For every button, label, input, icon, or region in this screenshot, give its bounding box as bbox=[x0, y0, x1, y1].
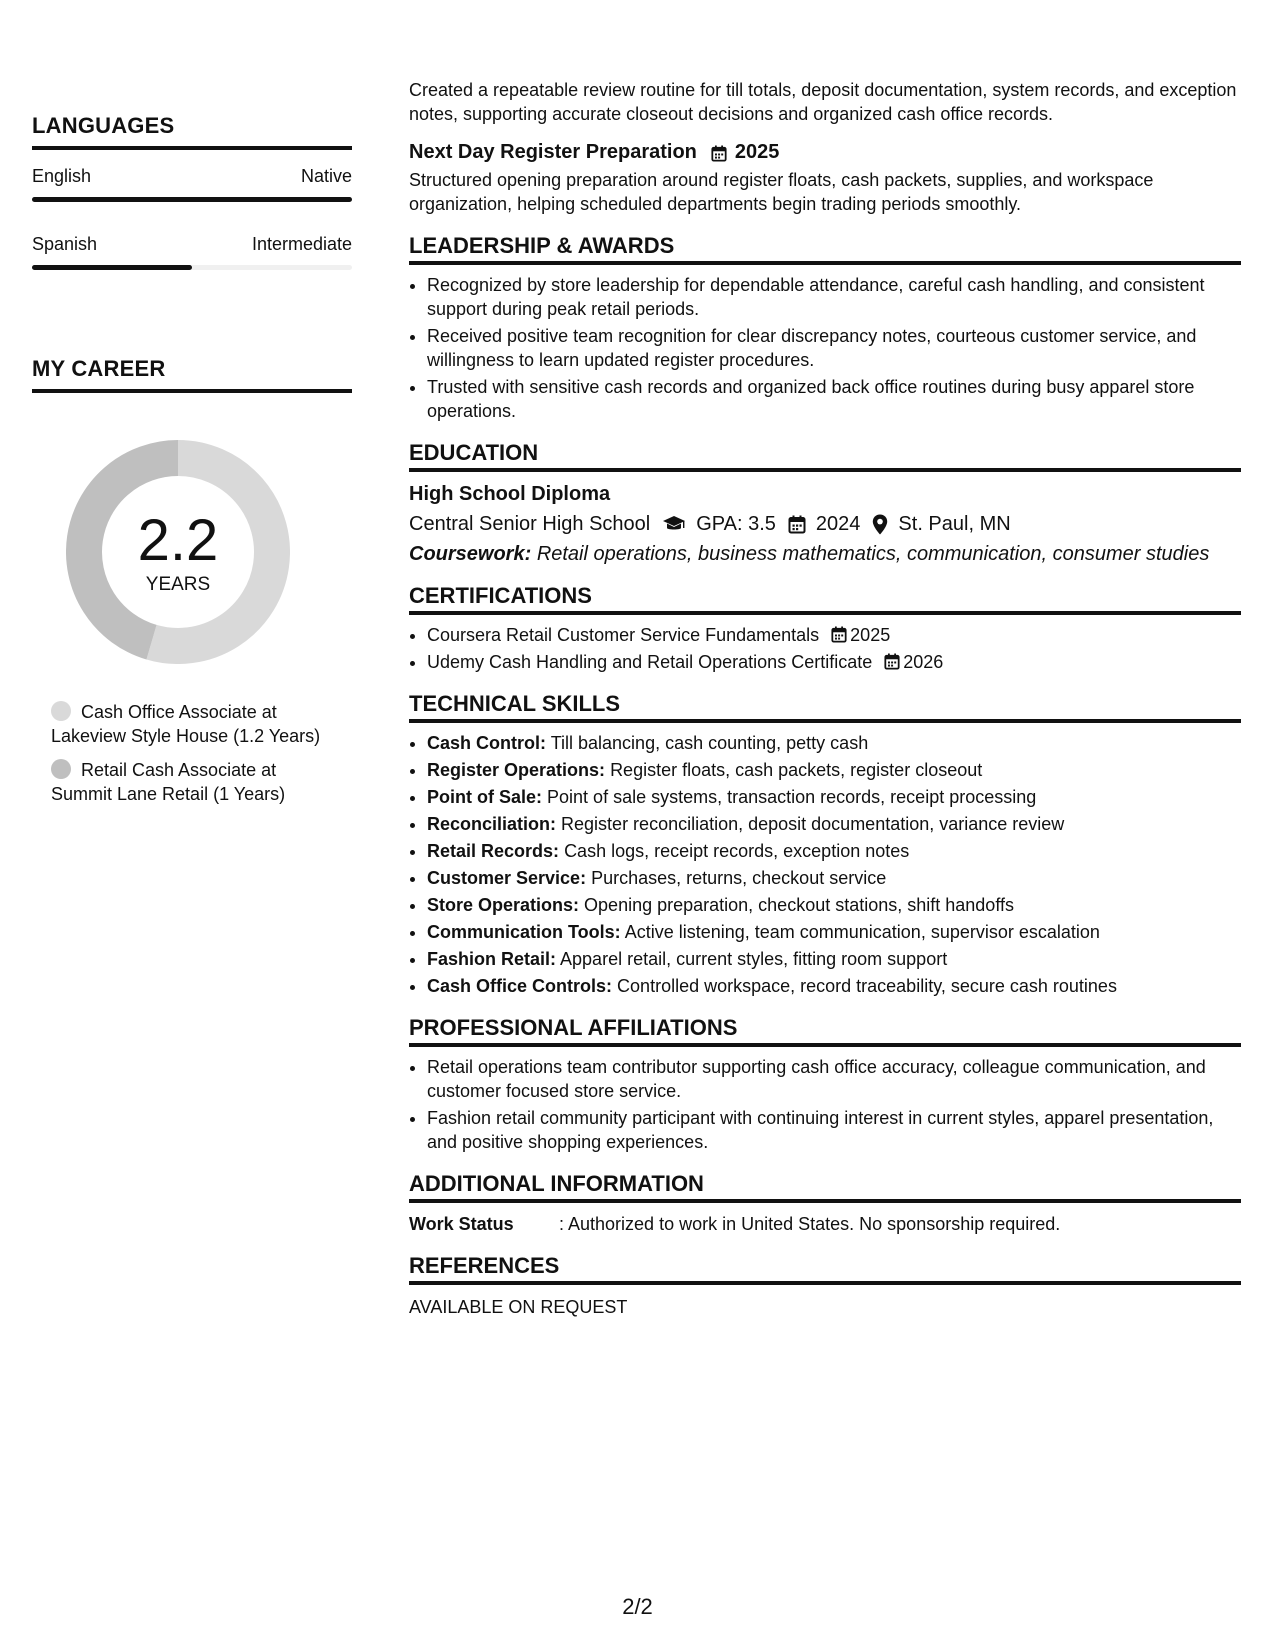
skill-value: Till balancing, cash counting, petty cash bbox=[550, 733, 869, 753]
skill-value: Purchases, returns, checkout service bbox=[591, 868, 887, 888]
certification-item bbox=[427, 623, 1241, 647]
location-pin-icon bbox=[872, 514, 888, 535]
education-location: St. Paul, MN bbox=[898, 513, 1011, 535]
career-heading: MY CAREER bbox=[32, 356, 352, 393]
skill-value: Apparel retail, current styles, fitting room support bbox=[560, 949, 948, 969]
language-row bbox=[32, 234, 352, 255]
affiliations-heading: PROFESSIONAL AFFILIATIONS bbox=[409, 1016, 1241, 1047]
skill-value: Register floats, cash packets, register closeout bbox=[610, 760, 983, 780]
languages-section bbox=[32, 113, 352, 270]
projects-list bbox=[409, 140, 1241, 216]
career-legend bbox=[51, 700, 321, 816]
skill-label: Point of Sale: bbox=[427, 787, 543, 807]
affiliation-item: • Retail operations team contributor supporting cash office accuracy, colleague communication, and customer focused store service. bbox=[427, 1055, 1241, 1103]
language-row bbox=[32, 166, 352, 187]
language-level: Native bbox=[300, 166, 352, 186]
career-legend-label: Cash Office Associate at Lakeview Style House (1.2 Years) bbox=[51, 702, 321, 746]
project-title: Next Day Register Preparation bbox=[409, 141, 697, 163]
career-legend-label: Retail Cash Associate at Summit Lane Retail (1 Years) bbox=[51, 760, 286, 804]
project-title-row bbox=[409, 140, 1241, 164]
leadership-heading: LEADERSHIP & AWARDS bbox=[409, 234, 1241, 265]
language-item bbox=[32, 234, 352, 270]
language-level: Intermediate bbox=[251, 234, 352, 254]
skill-label: Cash Control: bbox=[427, 733, 546, 753]
education-school: Central Senior High School bbox=[409, 513, 651, 535]
certification-name: Udemy Cash Handling and Retail Operations Certificate bbox=[427, 652, 873, 672]
main-content bbox=[409, 78, 1241, 1319]
skill-item bbox=[427, 893, 1241, 917]
donut-center bbox=[66, 440, 290, 664]
skill-label: Communication Tools: bbox=[427, 922, 621, 942]
languages-list bbox=[32, 166, 352, 270]
certification-year: 2026 bbox=[903, 652, 944, 672]
skill-item bbox=[427, 839, 1241, 863]
coursework-label: Coursework: bbox=[409, 543, 532, 565]
skill-label: Register Operations: bbox=[427, 760, 606, 780]
coursework-text: Retail operations, business mathematics, communication, consumer studies bbox=[536, 543, 1210, 565]
skill-item bbox=[427, 866, 1241, 890]
skill-value: Register reconciliation, deposit documentation, variance review bbox=[561, 814, 1065, 834]
affiliation-item: • Fashion retail community participant with continuing interest in current styles, apparel presentation, and positive shopping experiences. bbox=[427, 1106, 1241, 1154]
skill-item bbox=[427, 731, 1241, 755]
career-total-unit: YEARS bbox=[145, 574, 211, 595]
language-proficiency-fill bbox=[32, 265, 192, 270]
career-section bbox=[32, 356, 352, 393]
career-total-value: 2.2 bbox=[137, 508, 219, 573]
skill-value: Controlled workspace, record traceability, secure cash routines bbox=[617, 976, 1117, 996]
education-coursework bbox=[409, 542, 1241, 566]
skill-item bbox=[427, 974, 1241, 998]
education-degree: High School Diploma bbox=[409, 483, 611, 505]
education-details bbox=[409, 512, 1241, 536]
languages-heading: LANGUAGES bbox=[32, 113, 352, 150]
work-status-key: Work Status bbox=[409, 1214, 514, 1234]
affiliations-list bbox=[409, 1055, 1241, 1154]
references-heading: REFERENCES bbox=[409, 1254, 1241, 1285]
leadership-item: • Trusted with sensitive cash records and organized back office routines during busy apparel store operations. bbox=[427, 375, 1241, 423]
skills-heading: TECHNICAL SKILLS bbox=[409, 692, 1241, 723]
certification-item bbox=[427, 650, 1241, 674]
leadership-list bbox=[409, 273, 1241, 423]
career-legend-item bbox=[51, 700, 321, 748]
language-name: Spanish bbox=[32, 234, 98, 254]
page-number: 2/2 bbox=[622, 1594, 653, 1619]
certification-name: Coursera Retail Customer Service Fundamentals bbox=[427, 625, 820, 645]
certification-year: 2025 bbox=[850, 625, 891, 645]
skill-item bbox=[427, 947, 1241, 971]
additional-info-heading: ADDITIONAL INFORMATION bbox=[409, 1172, 1241, 1203]
certifications-heading: CERTIFICATIONS bbox=[409, 584, 1241, 615]
work-status-row bbox=[409, 1212, 1241, 1236]
skill-label: Cash Office Controls: bbox=[427, 976, 613, 996]
calendar-icon bbox=[831, 625, 847, 641]
leadership-item: • Recognized by store leadership for dependable attendance, careful cash handling, and consistent support during peak retail periods. bbox=[427, 273, 1241, 321]
project-description: Structured opening preparation around register floats, cash packets, supplies, and workspace organization, helping scheduled departments begin trading periods smoothly. bbox=[409, 170, 1154, 214]
skill-label: Fashion Retail: bbox=[427, 949, 557, 969]
project-year: 2025 bbox=[734, 141, 780, 163]
skill-item bbox=[427, 785, 1241, 809]
skill-value: Point of sale systems, transaction records, receipt processing bbox=[547, 787, 1037, 807]
skill-item bbox=[427, 758, 1241, 782]
skill-label: Customer Service: bbox=[427, 868, 587, 888]
skills-list bbox=[409, 731, 1241, 998]
references-text: AVAILABLE ON REQUEST bbox=[409, 1297, 628, 1317]
language-proficiency-fill bbox=[32, 197, 352, 202]
skill-label: Store Operations: bbox=[427, 895, 580, 915]
legend-dot-icon bbox=[51, 759, 71, 779]
education-heading: EDUCATION bbox=[409, 441, 1241, 472]
language-name: English bbox=[32, 166, 92, 186]
project-intro-text: Created a repeatable review routine for till totals, deposit documentation, system records, and exception notes, supporting accurate closeout decisions and organized cash office records. bbox=[409, 80, 1237, 124]
education-gpa: GPA: 3.5 bbox=[696, 513, 776, 535]
language-item bbox=[32, 166, 352, 202]
career-donut-chart bbox=[66, 440, 290, 664]
skill-item bbox=[427, 812, 1241, 836]
calendar-icon bbox=[884, 652, 900, 668]
skill-label: Retail Records: bbox=[427, 841, 560, 861]
education-year: 2024 bbox=[815, 513, 861, 535]
skill-value: Cash logs, receipt records, exception notes bbox=[564, 841, 910, 861]
skill-item bbox=[427, 920, 1241, 944]
skill-value: Opening preparation, checkout stations, shift handoffs bbox=[584, 895, 1014, 915]
skill-value: Active listening, team communication, supervisor escalation bbox=[624, 922, 1100, 942]
language-proficiency-bar bbox=[32, 265, 352, 270]
leadership-item: • Received positive team recognition for clear discrepancy notes, courteous customer service, and willingness to learn updated register procedures. bbox=[427, 324, 1241, 372]
skill-label: Reconciliation: bbox=[427, 814, 557, 834]
calendar-icon bbox=[788, 515, 806, 534]
work-status-value: : Authorized to work in United States. No sponsorship required. bbox=[559, 1214, 1061, 1234]
graduation-cap-icon bbox=[662, 515, 686, 533]
career-legend-item bbox=[51, 758, 321, 806]
certifications-list bbox=[409, 623, 1241, 674]
language-proficiency-bar bbox=[32, 197, 352, 202]
legend-dot-icon bbox=[51, 701, 71, 721]
calendar-icon bbox=[711, 144, 727, 160]
